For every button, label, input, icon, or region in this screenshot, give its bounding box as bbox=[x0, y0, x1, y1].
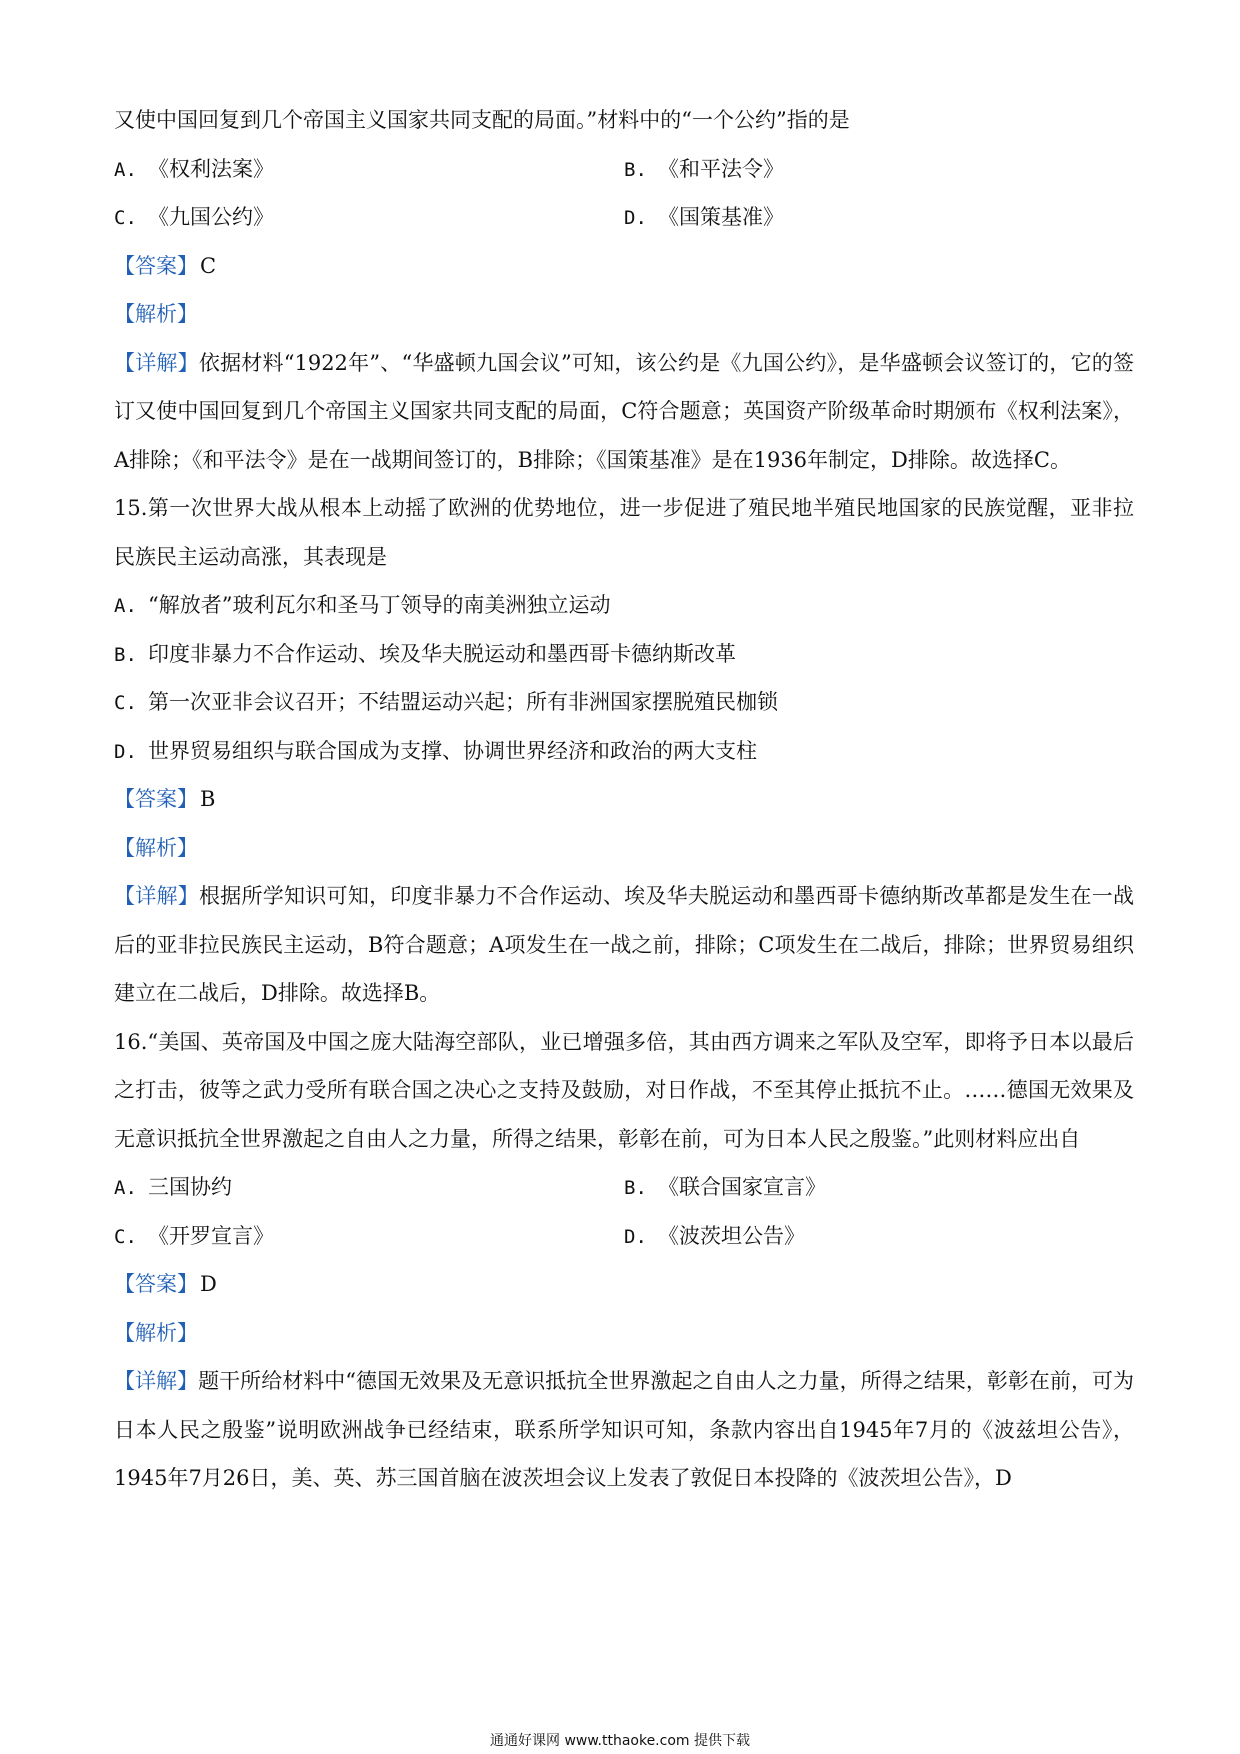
q16-stem: 16.“美国、英帝国及中国之庞大陆海空部队，业已增强多倍，其由西方调来之军队及空军，即将予日本以最后之打击，彼等之武力受所有联合国之决心之支持及鼓励，对日作战，不至其停止抵抗不止。……德国无效果及无意识抵抗全世界激起之自由人之力量，所得之结果，彰彰在前，可为日本人民之殷鉴。”此则材料应出自 bbox=[114, 1029, 1134, 1151]
detail-text: 题干所给材料中“德国无效果及无意识抵抗全世界激起之自由人之力量，所得之结果，彰彰在前，可为日本人民之殷鉴”说明欧洲战争已经结束，联系所学知识可知，条款内容出自1945年7月的《波兹坦公告》，1945年7月26日，美、英、苏三国首脑在波茨坦会议上发表了敦促日本投降的《波茨坦公告》，D bbox=[114, 1369, 1135, 1490]
analysis-label: 【解析】 bbox=[114, 835, 198, 860]
answer-label: 【答案】 bbox=[114, 787, 198, 811]
analysis-label: 【解析】 bbox=[114, 1320, 198, 1345]
option-key: C. bbox=[114, 207, 137, 229]
option-key: B. bbox=[114, 643, 137, 666]
q14-option-b bbox=[624, 145, 1134, 194]
q15-stem: 15.第一次世界大战从根本上动摇了欧洲的优势地位，进一步促进了殖民地半殖民地国家的民族觉醒，亚非拉民族民主运动高涨，其表现是 bbox=[114, 496, 1134, 569]
q14-analysis-heading bbox=[114, 290, 1134, 339]
answer-value: B bbox=[200, 787, 216, 811]
option-key: B. bbox=[624, 158, 647, 181]
q16-answer bbox=[114, 1260, 1134, 1309]
answer-label: 【答案】 bbox=[114, 253, 198, 278]
q14-answer bbox=[114, 242, 1134, 291]
q14-option-a bbox=[114, 145, 624, 194]
detail-text: 依据材料“1922年”、“华盛顿九国会议”可知，该公约是《九国公约》，是华盛顿会议签订的，它的签订又使中国回复到几个帝国主义国家共同支配的局面，C符合题意；英国资产阶级革命时期颁布《权利法案》，A排除；《和平法令》是在一战期间签订的，B排除；《国策基准》是在1936年制定，D排除。故选择C。 bbox=[114, 350, 1135, 472]
option-key: C. bbox=[114, 1225, 137, 1248]
option-text: “解放者”玻利瓦尔和圣马丁领导的南美洲独立运动 bbox=[148, 593, 611, 617]
option-key: C. bbox=[114, 692, 137, 714]
q15-option-a bbox=[114, 581, 1134, 630]
q15-detail bbox=[114, 872, 1134, 1018]
option-text: 《联合国家宣言》 bbox=[658, 1175, 826, 1199]
option-text: 《开罗宣言》 bbox=[148, 1223, 274, 1248]
q15-option-c bbox=[114, 678, 1134, 727]
option-key: A. bbox=[114, 158, 137, 181]
q14-options-row-2 bbox=[114, 193, 1134, 242]
page-footer: 通通好课网 www.tthaoke.com 提供下载 bbox=[490, 1733, 750, 1749]
q15-analysis-heading bbox=[114, 824, 1134, 873]
detail-text: 根据所学知识可知，印度非暴力不合作运动、埃及华夫脱运动和墨西哥卡德纳斯改革都是发生在一战后的亚非拉民族民主运动，B符合题意；A项发生在一战之前，排除；C项发生在二战后，排除；世界贸易组织建立在二战后，D排除。故选择B。 bbox=[114, 884, 1135, 1005]
option-text: 印度非暴力不合作运动、埃及华夫脱运动和墨西哥卡德纳斯改革 bbox=[148, 641, 736, 666]
q16-detail bbox=[114, 1357, 1134, 1503]
option-text: 《和平法令》 bbox=[658, 156, 784, 181]
option-key: A. bbox=[114, 1177, 137, 1199]
q16-options-row-2 bbox=[114, 1212, 1134, 1261]
option-text: 《九国公约》 bbox=[148, 205, 274, 229]
q15-option-b bbox=[114, 630, 1134, 679]
q16-options-row-1 bbox=[114, 1163, 1134, 1212]
option-text: 《国策基准》 bbox=[658, 205, 784, 229]
document-page bbox=[114, 96, 1134, 1503]
option-text: 世界贸易组织与联合国成为支撑、协调世界经济和政治的两大支柱 bbox=[148, 738, 757, 763]
q16-analysis-heading bbox=[114, 1309, 1134, 1358]
q16-option-d bbox=[624, 1212, 1134, 1261]
option-text: 《波茨坦公告》 bbox=[658, 1223, 805, 1248]
q15-answer bbox=[114, 775, 1134, 824]
q16-option-c bbox=[114, 1212, 624, 1261]
q14-detail bbox=[114, 339, 1134, 485]
option-text: 三国协约 bbox=[148, 1175, 232, 1199]
option-key: A. bbox=[114, 595, 137, 617]
answer-value: C bbox=[200, 253, 217, 278]
q14-options-row-1 bbox=[114, 145, 1134, 194]
option-key: D. bbox=[114, 740, 137, 763]
option-key: D. bbox=[624, 1225, 647, 1248]
answer-label: 【答案】 bbox=[114, 1272, 198, 1296]
q14-option-d bbox=[624, 193, 1134, 242]
option-text: 《权利法案》 bbox=[148, 156, 274, 181]
q14-stem-continuation: 又使中国回复到几个帝国主义国家共同支配的局面。”材料中的“一个公约”指的是 bbox=[114, 108, 850, 132]
detail-label: 【详解】 bbox=[114, 350, 199, 375]
analysis-label: 【解析】 bbox=[114, 302, 198, 326]
option-text: 第一次亚非会议召开；不结盟运动兴起；所有非洲国家摆脱殖民枷锁 bbox=[148, 690, 778, 714]
option-key: D. bbox=[624, 207, 647, 229]
option-key: B. bbox=[624, 1177, 647, 1199]
q15-option-d bbox=[114, 727, 1134, 776]
q16-option-a bbox=[114, 1163, 624, 1212]
detail-label: 【详解】 bbox=[114, 1369, 199, 1393]
answer-value: D bbox=[200, 1272, 217, 1296]
detail-label: 【详解】 bbox=[114, 884, 200, 908]
q16-option-b bbox=[624, 1163, 1134, 1212]
q14-option-c bbox=[114, 193, 624, 242]
